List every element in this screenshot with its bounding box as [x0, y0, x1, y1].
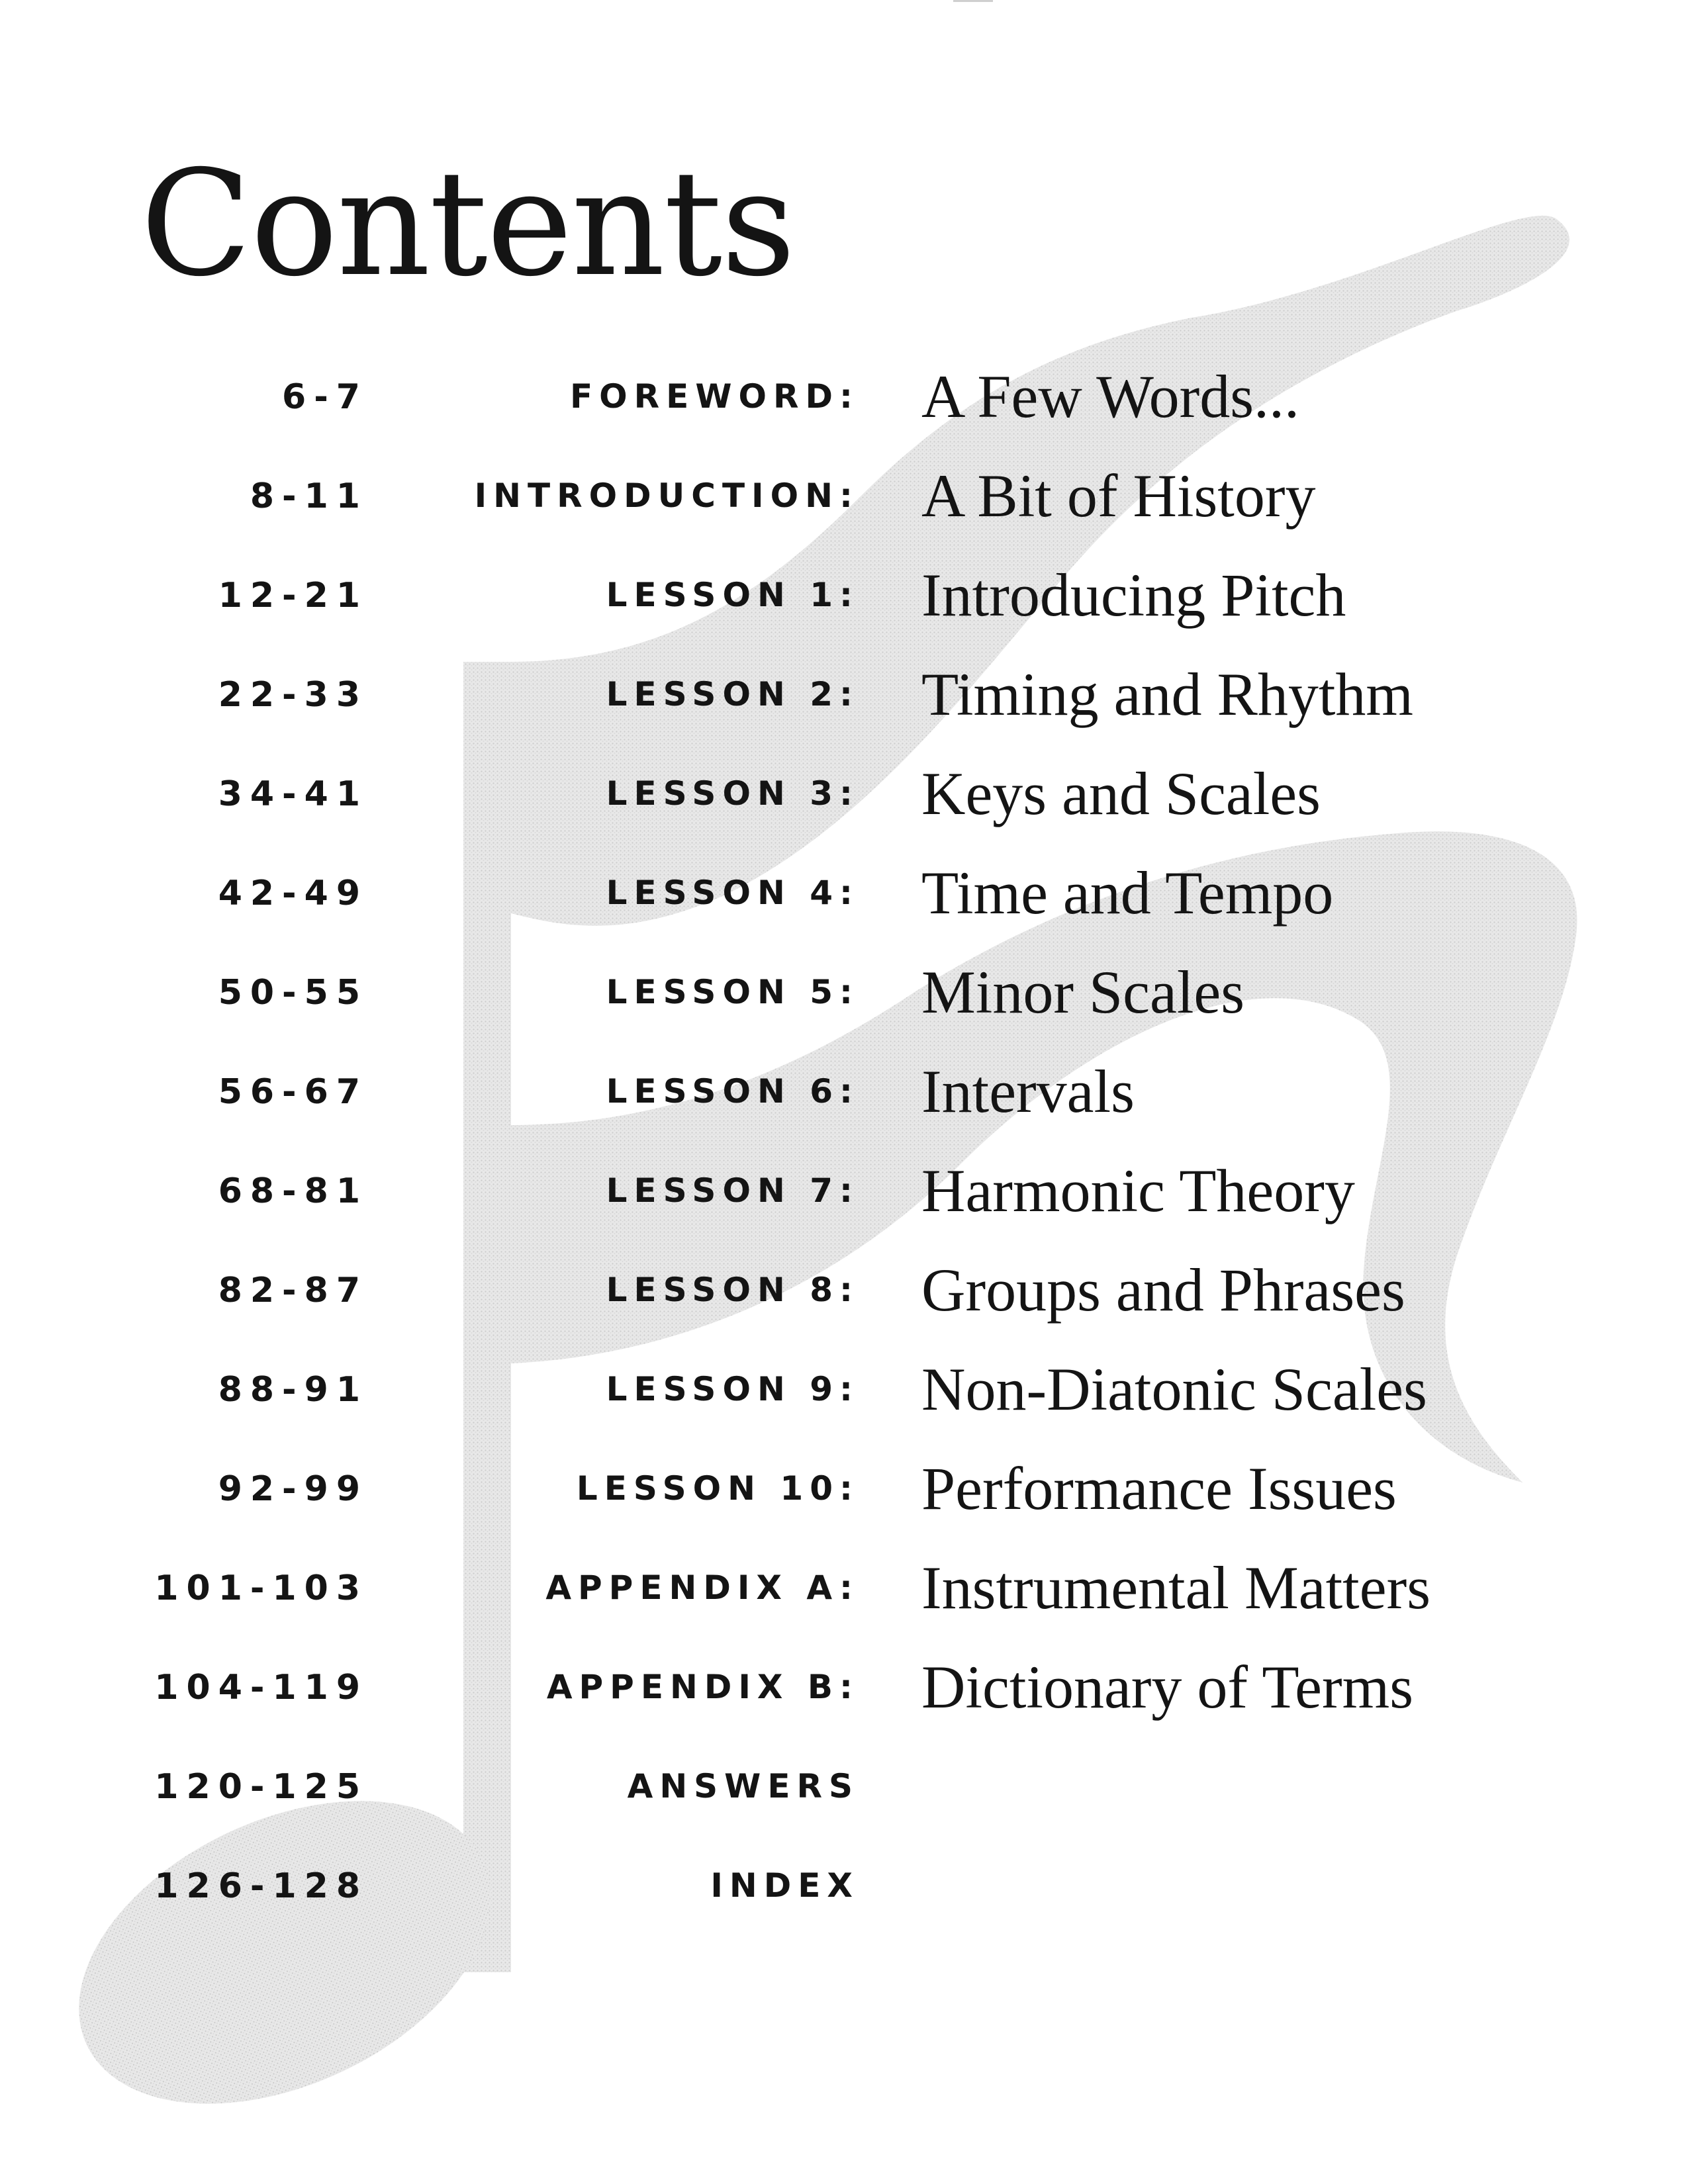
chapter-title: Harmonic Theory	[921, 1157, 1355, 1224]
page-range: 50-55	[218, 973, 368, 1013]
chapter-title: Introducing Pitch	[921, 561, 1346, 629]
toc-entry[interactable]	[0, 1345, 1688, 1444]
chapter-title: Non-Diatonic Scales	[921, 1355, 1427, 1423]
section-label: LESSON 7:	[606, 1171, 859, 1210]
page-title: Contents	[140, 139, 795, 308]
section-label: INDEX	[710, 1866, 859, 1905]
chapter-title: Intervals	[921, 1058, 1135, 1125]
chapter-title: Time and Tempo	[921, 859, 1334, 927]
page-range: 92-99	[218, 1469, 368, 1509]
chapter-title: Keys and Scales	[921, 760, 1321, 827]
page-range: 68-81	[218, 1171, 368, 1211]
section-label: LESSON 8:	[606, 1271, 859, 1309]
toc-entry[interactable]	[0, 650, 1688, 749]
chapter-title: Instrumental Matters	[921, 1554, 1431, 1621]
section-label: INTRODUCTION:	[474, 477, 859, 515]
page-range: 8-11	[250, 477, 368, 516]
page-range: 12-21	[218, 576, 368, 615]
section-label: FOREWORD:	[570, 377, 859, 416]
toc-entry[interactable]	[0, 1246, 1688, 1345]
toc-entry[interactable]	[0, 1543, 1688, 1643]
section-label: ANSWERS	[627, 1767, 859, 1805]
section-label: LESSON 5:	[606, 973, 859, 1011]
chapter-title: Timing and Rhythm	[921, 660, 1413, 728]
toc-entry[interactable]	[0, 848, 1688, 948]
toc-entry[interactable]	[0, 1841, 1688, 1940]
page-range: 88-91	[218, 1370, 368, 1410]
section-label: APPENDIX A:	[545, 1569, 859, 1607]
page-range: 126-128	[154, 1866, 368, 1906]
section-label: LESSON 3:	[606, 774, 859, 813]
page-range: 6-7	[282, 377, 368, 417]
page-range: 22-33	[218, 675, 368, 715]
chapter-title: A Few Words...	[921, 363, 1300, 430]
page-range: 101-103	[154, 1569, 368, 1608]
toc-entry[interactable]	[0, 1146, 1688, 1246]
chapter-title: Dictionary of Terms	[921, 1653, 1414, 1721]
page-range: 82-87	[218, 1271, 368, 1310]
toc-entry[interactable]	[0, 948, 1688, 1047]
chapter-title: Groups and Phrases	[921, 1256, 1405, 1324]
page-range: 56-67	[218, 1072, 368, 1112]
page-range: 104-119	[154, 1668, 368, 1707]
toc-entry[interactable]	[0, 451, 1688, 551]
toc-entry[interactable]	[0, 1047, 1688, 1146]
page-range: 34-41	[218, 774, 368, 814]
section-label: LESSON 10:	[576, 1469, 859, 1508]
section-label: APPENDIX B:	[546, 1668, 859, 1706]
toc-entry[interactable]	[0, 551, 1688, 650]
page-range: 42-49	[218, 874, 368, 913]
chapter-title: A Bit of History	[921, 462, 1316, 529]
section-label: LESSON 6:	[606, 1072, 859, 1111]
toc-entry[interactable]	[0, 1444, 1688, 1543]
section-label: LESSON 4:	[606, 874, 859, 912]
toc-entry[interactable]	[0, 1643, 1688, 1742]
toc-entry[interactable]	[0, 749, 1688, 848]
toc-entry[interactable]	[0, 352, 1688, 451]
section-label: LESSON 9:	[606, 1370, 859, 1408]
page-range: 120-125	[154, 1767, 368, 1807]
chapter-title: Performance Issues	[921, 1455, 1397, 1522]
section-label: LESSON 2:	[606, 675, 859, 713]
toc-entry[interactable]	[0, 1742, 1688, 1841]
chapter-title: Minor Scales	[921, 958, 1245, 1026]
section-label: LESSON 1:	[606, 576, 859, 614]
